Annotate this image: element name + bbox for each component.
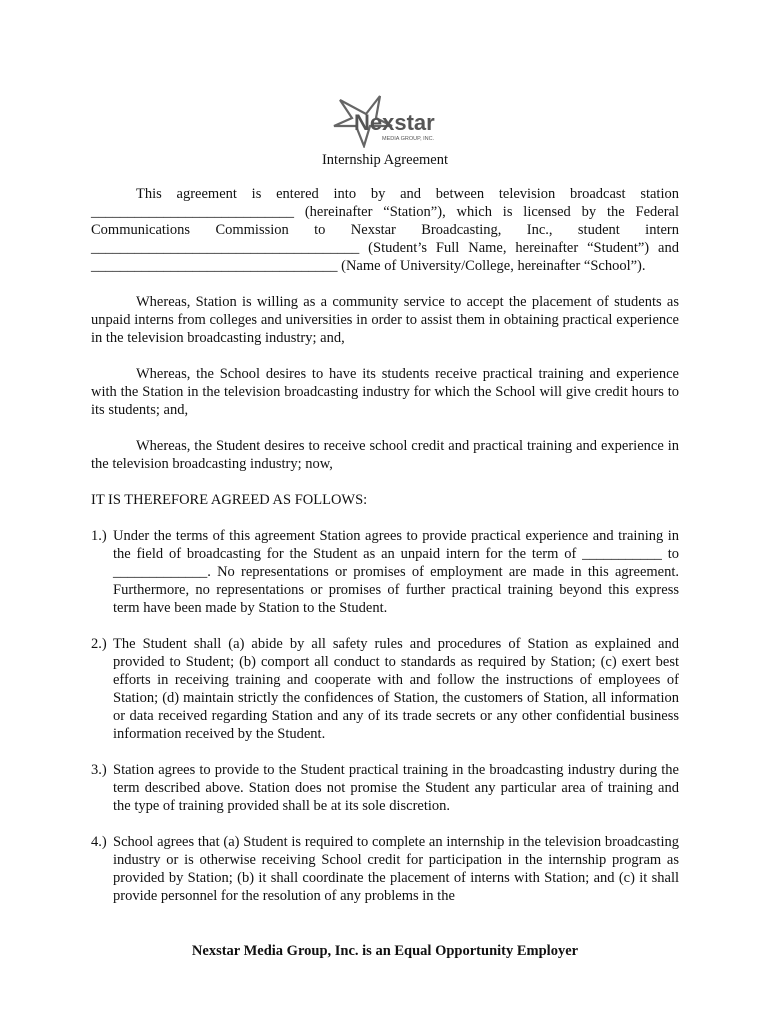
term-item: [91, 527, 679, 617]
whereas-paragraph-3: Whereas, the Student desires to receive school credit and practical training and experience in the television broadcasting industry; now,: [91, 438, 679, 472]
term-text: School agrees that (a) Student is required to complete an internship in the television broadcasting industry or is otherwise receiving School credit for participation in the internship program as provided by Station; (b) it shall coordinate the placement of interns with Station; and (c) it shall provide personnel for the resolution of any problems in the: [113, 834, 679, 904]
nexstar-logo: [330, 92, 442, 148]
footer-eeo-statement: Nexstar Media Group, Inc. is an Equal Opportunity Employer: [191, 943, 579, 959]
term-text: The Student shall (a) abide by all safety rules and procedures of Station as explained and provided to Student; (b) comport all conduct to standards as required by Station; (c) exert best efforts in receiving training and cooperate with and follow the instructions of employees of Station; (d) maintain strictly the confidences of Station, the customers of Station, all information or data received regarding Station and any of its trade secrets or any other confidential business information received by the Student.: [113, 636, 679, 742]
term-item: [91, 635, 679, 743]
document-title: Internship Agreement: [321, 152, 449, 168]
term-text: Station agrees to provide to the Student practical training in the broadcasting industry during the term described above. Station does not promise the Student any particular area of training and the type of training provided shall be at its sole discretion.: [113, 762, 679, 814]
term-item: [91, 761, 679, 815]
whereas-paragraph-1: Whereas, Station is willing as a community service to accept the placement of students as unpaid interns from colleges and universities in order to assist them in obtaining practical experience in the television broadcasting industry; and,: [91, 294, 679, 346]
term-item: [91, 833, 679, 905]
logo-brand: Nexstar: [354, 110, 435, 135]
star-logo-icon: [330, 92, 442, 148]
terms-list: [91, 527, 679, 905]
term-number: 4.): [91, 834, 107, 850]
agreed-heading: IT IS THEREFORE AGREED AS FOLLOWS:: [91, 492, 368, 508]
term-number: 1.): [91, 528, 107, 544]
term-number: 3.): [91, 762, 107, 778]
logo-tagline: MEDIA GROUP, INC.: [382, 136, 435, 142]
term-number: 2.): [91, 636, 107, 652]
term-text: Under the terms of this agreement Station agrees to provide practical experience and training in the field of broadcasting for the Student as an unpaid intern for the term of ___________ to _____________. No representations or promises of employment are made in this agreement. Furthermore, no representations or promises of further practical training beyond this express term have been made by Station to the Student.: [113, 528, 679, 616]
document-body: [91, 185, 679, 923]
whereas-paragraph-2: Whereas, the School desires to have its students receive practical training and experience with the Station in the television broadcasting industry for which the School will give credit hours to its students; and,: [91, 366, 679, 418]
intro-paragraph: This agreement is entered into by and between television broadcast station ____________________________ (hereinafter “Station”), which is licensed by the Federal Communications Commission to Nexstar Broadcasting, Inc., student intern _____________________________________ (Student’s Full Name, hereinafter “Student”) and __________________________________ (Name of University/College, hereinafter “School”).: [91, 186, 679, 274]
